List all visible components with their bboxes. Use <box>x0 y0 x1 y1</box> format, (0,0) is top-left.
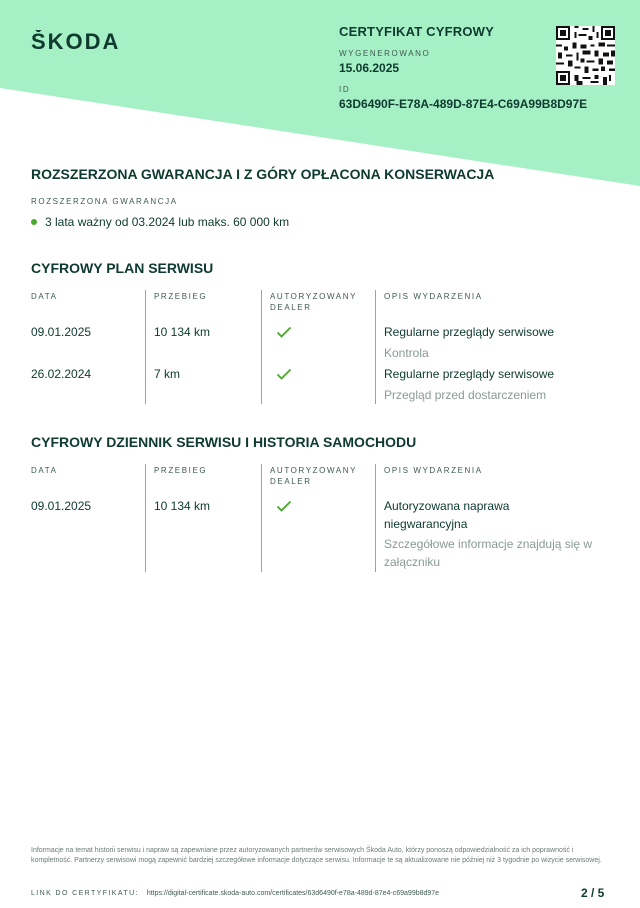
journal-col-date: DATA <box>31 466 58 475</box>
row-description: Regularne przeglądy serwisowe <box>384 325 555 339</box>
generated-date: 15.06.2025 <box>339 61 400 75</box>
row-date: 09.01.2025 <box>31 325 92 339</box>
service-journal-title: CYFROWY DZIENNIK SERWISU I HISTORIA SAMOCHODU <box>31 434 417 450</box>
warranty-item <box>31 215 289 229</box>
bullet-dot-icon <box>31 219 37 225</box>
certificate-link-url[interactable]: https://digital-certificate.skoda-auto.com/certificates/63d6490f-e78a-489d-87e4-c69a99b8d97e <box>146 890 440 897</box>
column-divider <box>261 290 262 404</box>
skoda-logo <box>31 30 149 57</box>
row-detail: Kontrola <box>384 346 429 360</box>
row-date: 09.01.2025 <box>31 499 92 513</box>
warranty-section-title: ROZSZERZONA GWARANCJA I Z GÓRY OPŁACONA KONSERWACJA <box>31 166 495 182</box>
check-icon <box>276 368 292 380</box>
journal-col-authorized: AUTORYZOWANY <box>270 466 358 475</box>
certificate-link-label: LINK DO CERTYFIKATU: <box>31 890 139 897</box>
column-divider <box>375 464 376 572</box>
journal-col-description: OPIS WYDARZENIA <box>384 466 483 475</box>
service-plan-title: CYFROWY PLAN SERWISU <box>31 260 214 276</box>
column-divider <box>261 464 262 572</box>
plan-col-authorized: AUTORYZOWANY <box>270 292 358 301</box>
check-icon <box>276 326 292 338</box>
row-detail: Przegląd przed dostarczeniem <box>384 388 547 402</box>
footer-disclaimer: Informacje na temat historii serwisu i napraw są zapewniane przez autoryzowanych partnerów serwisowych Škoda Auto, którzy ponoszą odpowiedzialność za ich poprawność i kompletność. Partnerzy serwisowi mogą zapewnić bardziej szczegółowe informacje dotyczące serwisu. Informacje te są aktualizowane nie później niż 3 tygodnie po wizycie serwisowej. <box>31 847 602 864</box>
column-divider <box>145 464 146 572</box>
skoda-logo-mark <box>31 30 149 52</box>
journal-col-dealer: DEALER <box>270 477 312 486</box>
row-detail: Szczegółowe informacje znajdują się w załączniku <box>384 537 593 569</box>
plan-col-mileage: PRZEBIEG <box>154 292 208 301</box>
check-icon <box>276 500 292 512</box>
certificate-info <box>339 24 588 111</box>
row-mileage: 10 134 km <box>154 499 211 513</box>
plan-col-date: DATA <box>31 292 58 301</box>
journal-col-mileage: PRZEBIEG <box>154 466 208 475</box>
column-divider <box>375 290 376 404</box>
row-mileage: 7 km <box>154 367 181 381</box>
warranty-item-text: 3 lata ważny od 03.2024 lub maks. 60 000 km <box>45 215 290 229</box>
row-description: Regularne przeglądy serwisowe <box>384 367 555 381</box>
plan-col-dealer: DEALER <box>270 303 312 312</box>
certificate-title: CERTYFIKAT CYFROWY <box>339 24 495 39</box>
id-value: 63D6490F-E78A-489D-87E4-C69A99B8D97E <box>339 97 588 111</box>
row-date: 26.02.2024 <box>31 367 92 381</box>
row-description: Autoryzowana naprawa niegwarancyjna <box>384 499 510 531</box>
skoda-logo-text: ŠKODA <box>31 30 121 52</box>
row-mileage: 10 134 km <box>154 325 211 339</box>
page-number: 2 / 5 <box>581 886 605 900</box>
generated-label: WYGENEROWANO <box>339 49 431 58</box>
qr-code-icon <box>556 26 615 85</box>
plan-col-description: OPIS WYDARZENIA <box>384 292 483 301</box>
column-divider <box>145 290 146 404</box>
warranty-label: ROZSZERZONA GWARANCJA <box>31 197 178 206</box>
certificate-link <box>31 890 439 897</box>
id-label: ID <box>339 85 351 94</box>
